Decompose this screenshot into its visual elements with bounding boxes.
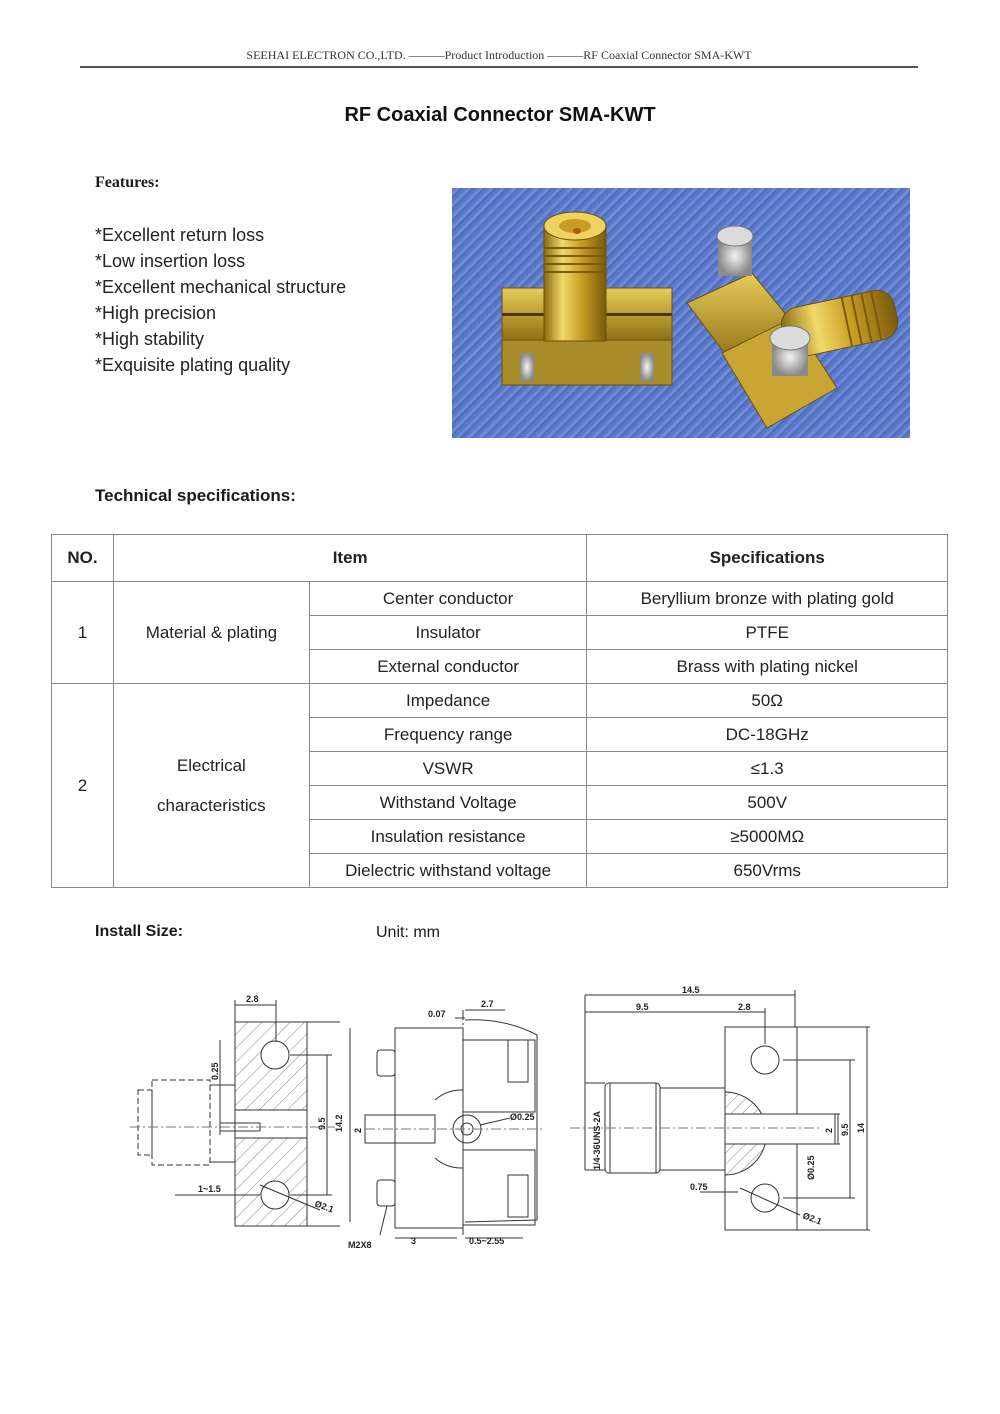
spec-cell: 50Ω bbox=[587, 684, 948, 718]
dim-depth: 2.7 bbox=[481, 999, 494, 1009]
dim-pin-diameter: Ø0.25 bbox=[510, 1112, 535, 1122]
product-photo bbox=[452, 188, 910, 438]
feature-item: *Exquisite plating quality bbox=[95, 355, 291, 375]
table-row bbox=[52, 684, 948, 718]
item-cell: Impedance bbox=[309, 684, 587, 718]
install-size-heading: Install Size: bbox=[95, 923, 184, 940]
dim-gap: 0.25 bbox=[210, 1062, 220, 1080]
drawing-end-view bbox=[345, 990, 565, 1260]
dim-pin-diameter: Ø0.25 bbox=[806, 1155, 816, 1180]
item-cell: Center conductor bbox=[309, 582, 587, 616]
header-no: NO. bbox=[52, 535, 114, 582]
page-title: RF Coaxial Connector SMA-KWT bbox=[344, 104, 656, 126]
dim-total-length: 14.5 bbox=[682, 985, 700, 995]
header-divider bbox=[80, 66, 918, 68]
dim-hole-pitch: 9.5 bbox=[840, 1123, 850, 1136]
tech-specs-heading: Technical specifications: bbox=[95, 486, 296, 505]
dim-height: 14.2 bbox=[334, 1114, 344, 1132]
group-number: 1 bbox=[52, 582, 114, 684]
feature-item: *Excellent return loss bbox=[95, 225, 265, 245]
item-cell: Insulator bbox=[309, 616, 587, 650]
dim-step: 1~1.5 bbox=[198, 1184, 221, 1194]
dim-height: 14 bbox=[856, 1122, 866, 1133]
page-header: SEEHAI ELECTRON CO.,LTD. ———Product Introduction ———RF Coaxial Connector SMA-KWT bbox=[246, 48, 752, 62]
feature-item: *High stability bbox=[95, 329, 205, 349]
spec-cell: 650Vrms bbox=[587, 854, 948, 888]
item-cell: Insulation resistance bbox=[309, 820, 587, 854]
category-line: Electrical bbox=[176, 755, 246, 775]
dim-range: 0.5~2.55 bbox=[469, 1236, 505, 1246]
dim-offset: 0.07 bbox=[428, 1009, 446, 1019]
group-category: Material & plating bbox=[113, 582, 309, 684]
table-header-row bbox=[52, 535, 948, 582]
spec-table bbox=[51, 534, 948, 888]
dim-hole-diameter: Ø2.1 bbox=[801, 1210, 824, 1227]
dim-hole-diameter: Ø2.1 bbox=[313, 1198, 336, 1215]
spec-cell: ≥5000MΩ bbox=[587, 820, 948, 854]
drawing-top-view bbox=[570, 980, 880, 1245]
item-cell: VSWR bbox=[309, 752, 587, 786]
spec-cell: DC-18GHz bbox=[587, 718, 948, 752]
dim-screw: M2X8 bbox=[348, 1240, 372, 1250]
dim-width-top: 2.8 bbox=[246, 994, 259, 1004]
item-cell: External conductor bbox=[309, 650, 587, 684]
group-category bbox=[113, 684, 309, 888]
spec-cell: 500V bbox=[587, 786, 948, 820]
dim-flange: 2.8 bbox=[738, 1002, 751, 1012]
features-heading: Features: bbox=[95, 174, 160, 191]
dim-offset: 0.75 bbox=[690, 1182, 708, 1192]
dim-thickness: 3 bbox=[411, 1236, 417, 1246]
spec-cell: Beryllium bronze with plating gold bbox=[587, 582, 948, 616]
table-row bbox=[52, 582, 948, 616]
spec-cell: ≤1.3 bbox=[587, 752, 948, 786]
spec-cell: Brass with plating nickel bbox=[587, 650, 948, 684]
group-number: 2 bbox=[52, 684, 114, 888]
header-item: Item bbox=[113, 535, 586, 582]
item-cell: Withstand Voltage bbox=[309, 786, 587, 820]
unit-label: Unit: mm bbox=[376, 924, 440, 941]
dim-body-length: 9.5 bbox=[636, 1002, 649, 1012]
dim-thread: 1/4-36UNS-2A bbox=[592, 1110, 602, 1170]
dim-slot: 2 bbox=[353, 1127, 363, 1133]
feature-item: *High precision bbox=[95, 303, 217, 323]
item-cell: Dielectric withstand voltage bbox=[309, 854, 587, 888]
category-line: characteristics bbox=[157, 795, 266, 815]
item-cell: Frequency range bbox=[309, 718, 587, 752]
features-list bbox=[95, 222, 346, 378]
spec-cell: PTFE bbox=[587, 616, 948, 650]
drawing-side-section bbox=[120, 980, 345, 1260]
connector-photo-illustration bbox=[452, 188, 910, 438]
dim-slot: 2 bbox=[824, 1127, 834, 1133]
feature-item: *Excellent mechanical structure bbox=[95, 277, 347, 297]
feature-item: *Low insertion loss bbox=[95, 251, 246, 271]
dim-hole-pitch: 9.5 bbox=[317, 1117, 327, 1130]
header-spec: Specifications bbox=[587, 535, 948, 582]
